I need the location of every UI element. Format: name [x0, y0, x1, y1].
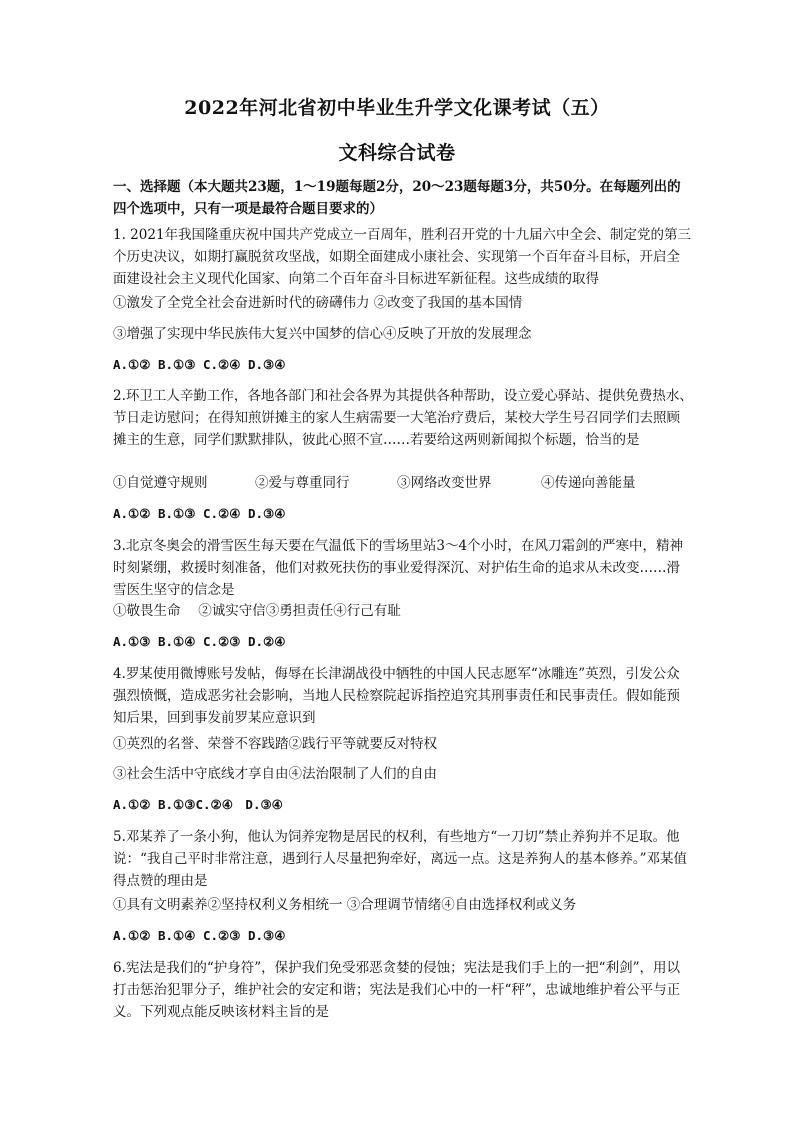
question-3-options-line-1: ①敬畏生命 ②诚实守信③勇担责任④行己有耻 — [113, 603, 401, 619]
question-2-option-4: ④传递向善能量 — [541, 475, 636, 491]
question-4-options-line-2: ③社会生活中守底线才享自由④法治限制了人们的自由 — [113, 766, 437, 782]
question-3-answers: A.①③ B.①④ C.②③ D.②④ — [113, 634, 286, 649]
question-2-option-3: ③网络改变世界 — [397, 475, 492, 491]
question-5-answers: A.①② B.①④ C.②③ D.③④ — [113, 928, 286, 943]
question-2-answers: A.①② B.①③ C.②④ D.③④ — [113, 506, 286, 521]
exam-subtitle: 文科综合试卷 — [338, 142, 456, 164]
question-4-options-line-1: ①英烈的名誉、荣誉不容践踏②践行平等就要反对特权 — [113, 736, 437, 752]
question-1-answers: A.①② B.①③ C.②④ D.③④ — [113, 357, 286, 372]
question-2-stem: 2.环卫工人辛勤工作，各地各部门和社会各界为其提供各种帮助，设立爱心驿站、提供免费热水、节日走访慰问；在得知煎饼摊主的家人生病需要一大笔治疗费后，某校大学生号召同学们去照顾摊主的生意，同学们默默排队，彼此心照不宣……若要给这两则新闻拟个标题，恰当的是 — [113, 388, 693, 448]
exam-title: 2022年河北省初中毕业生升学文化课考试（五） — [184, 97, 610, 119]
question-4-answers: A.①② B.①③C.②④ D.③④ — [113, 797, 283, 812]
question-3-stem: 3.北京冬奥会的滑雪医生每天要在气温低下的雪场里站3～4个小时，在风刀霜剑的严寒中，精神时刻紧绷，救援时刻准备，他们对救死扶伤的事业爱得深沉、对护佑生命的追求从未改变……滑雪医生坚守的信念是 — [113, 538, 684, 598]
question-1-options-line-2: ③增强了实现中华民族伟大复兴中国梦的信心④反映了开放的发展理念 — [113, 326, 532, 342]
question-2-option-1: ①自觉遵守规则 — [113, 475, 208, 491]
question-4-stem: 4.罗某使用微博账号发帖，侮辱在长津湖战役中牺牲的中国人民志愿军“冰雕连”英烈，引发公众强烈愤慨，造成恶劣社会影响，当地人民检察院起诉指控追究其刑事责任和民事责任。假如能预知后果，回到事发前罗某应意识到 — [113, 666, 680, 726]
question-5-stem: 5.邓某养了一条小狗，他认为饲养宠物是居民的权利，有些地方“一刀切”禁止养狗并不足取。他说：“我自己平时非常注意，遇到行人尽量把狗牵好，离远一点。这是养狗人的基本修养。”邓某值得点赞的理由是 — [113, 829, 688, 889]
question-2-options — [113, 472, 713, 494]
question-1-options-line-1: ①激发了全党全社会奋进新时代的磅礴伟力 ②改变了我国的基本国情 — [113, 295, 523, 311]
question-1-stem: 1. 2021年我国隆重庆祝中国共产党成立一百周年，胜利召开党的十九届六中全会、制定党的第三个历史决议，如期打赢脱贫攻坚战，如期全面建成小康社会、实现第一个百年奋斗目标，开启全面建设社会主义现代化国家、向第二个百年奋斗目标进军新征程。这些成绩的取得 — [113, 227, 692, 287]
question-2-option-2: ②爱与尊重同行 — [255, 475, 350, 491]
question-5-options-line-1: ①具有文明素养②坚持权利义务相统一 ③合理调节情绪④自由选择权利或义务 — [113, 897, 577, 913]
section-heading: 一、选择题（本大题共23题，1～19题每题2分，20～23题每题3分，共50分。在每题列出的四个选项中，只有一项是最符合题目要求的） — [113, 179, 681, 217]
question-6-stem: 6.宪法是我们的“护身符”，保护我们免受邪恶贪婪的侵蚀；宪法是我们手上的一把“利剑”，用以打击惩治犯罪分子，维护社会的安定和谐；宪法是我们心中的一杆“秤”，忠诚地维护着公平与正义。下列观点能反映该材料主旨的是 — [113, 960, 681, 1020]
